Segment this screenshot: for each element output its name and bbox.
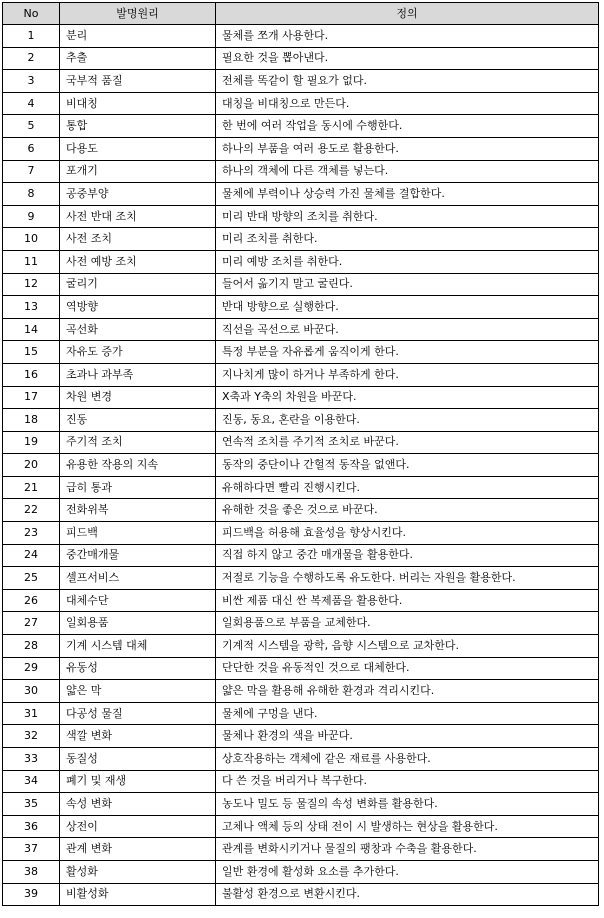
table-row — [3, 160, 599, 183]
principle-definition: 물체에 구멍을 낸다. — [216, 702, 599, 725]
principle-definition: 미리 예방 조치를 취한다. — [216, 250, 599, 273]
header-definition: 정의 — [216, 3, 599, 25]
principle-name: 급히 통과 — [60, 476, 216, 499]
principle-name: 얇은 막 — [60, 680, 216, 703]
row-number: 20 — [3, 454, 60, 477]
table-row — [3, 92, 599, 115]
principle-definition: 연속적 조치를 주기적 조치로 바꾼다. — [216, 431, 599, 454]
table-row — [3, 748, 599, 771]
principle-name: 역방향 — [60, 296, 216, 319]
table-row — [3, 589, 599, 612]
principle-definition: 직선을 곡선으로 바꾼다. — [216, 318, 599, 341]
principle-definition: 상호작용하는 객체에 같은 재료를 사용한다. — [216, 748, 599, 771]
row-number: 23 — [3, 522, 60, 545]
table-row — [3, 431, 599, 454]
table-row — [3, 725, 599, 748]
principle-name: 비활성화 — [60, 883, 216, 906]
principle-definition: 진동, 동요, 혼란을 이용한다. — [216, 409, 599, 432]
principle-name: 주기적 조치 — [60, 431, 216, 454]
principle-definition: 대칭을 비대칭으로 만든다. — [216, 92, 599, 115]
principle-name: 전화위복 — [60, 499, 216, 522]
table-row — [3, 341, 599, 364]
table-row — [3, 115, 599, 138]
row-number: 26 — [3, 589, 60, 612]
principle-definition: 저절로 기능을 수행하도록 유도한다. 버리는 자원을 활용한다. — [216, 567, 599, 590]
table-row — [3, 499, 599, 522]
principle-name: 다용도 — [60, 137, 216, 160]
principle-name: 초과나 과부족 — [60, 363, 216, 386]
principle-definition: 반대 방향으로 실행한다. — [216, 296, 599, 319]
table-row — [3, 567, 599, 590]
principle-name: 유용한 작용의 지속 — [60, 454, 216, 477]
table-row — [3, 70, 599, 93]
row-number: 18 — [3, 409, 60, 432]
row-number: 29 — [3, 657, 60, 680]
principle-definition: 관계를 변화시키거나 물질의 팽창과 수축을 활용한다. — [216, 838, 599, 861]
table-row — [3, 883, 599, 906]
principle-name: 상전이 — [60, 815, 216, 838]
table-row — [3, 296, 599, 319]
table-row — [3, 522, 599, 545]
principle-definition: 미리 반대 방향의 조치를 취한다. — [216, 205, 599, 228]
row-number: 32 — [3, 725, 60, 748]
row-number: 38 — [3, 860, 60, 883]
principle-definition: 단단한 것을 유동적인 것으로 대체한다. — [216, 657, 599, 680]
row-number: 28 — [3, 635, 60, 658]
principle-definition: 동작의 중단이나 간헐적 동작을 없앤다. — [216, 454, 599, 477]
row-number: 12 — [3, 273, 60, 296]
principle-name: 다공성 물질 — [60, 702, 216, 725]
principle-name: 색깔 변화 — [60, 725, 216, 748]
principle-definition: 하나의 객체에 다른 객체를 넣는다. — [216, 160, 599, 183]
principle-definition: 하나의 부품을 여러 용도로 활용한다. — [216, 137, 599, 160]
principle-name: 분리 — [60, 25, 216, 48]
table-row — [3, 770, 599, 793]
table-row — [3, 702, 599, 725]
row-number: 6 — [3, 137, 60, 160]
principle-name: 피드백 — [60, 522, 216, 545]
principle-definition: 유해한 것을 좋은 것으로 바꾼다. — [216, 499, 599, 522]
header-no: No — [3, 3, 60, 25]
principle-definition: 얇은 막을 활용해 유해한 환경과 격리시킨다. — [216, 680, 599, 703]
principle-definition: 지나치게 많이 하거나 부족하게 한다. — [216, 363, 599, 386]
principle-name: 기계 시스템 대체 — [60, 635, 216, 658]
table-row — [3, 815, 599, 838]
row-number: 21 — [3, 476, 60, 499]
table-row — [3, 838, 599, 861]
principle-definition: 비싼 제품 대신 싼 복제품을 활용한다. — [216, 589, 599, 612]
principle-definition: 물체에 부력이나 상승력 가진 물체를 결합한다. — [216, 183, 599, 206]
table-row — [3, 793, 599, 816]
principle-name: 사전 조치 — [60, 228, 216, 251]
row-number: 13 — [3, 296, 60, 319]
principle-name: 자유도 증가 — [60, 341, 216, 364]
table-row — [3, 183, 599, 206]
triz-principles-table — [2, 2, 599, 906]
principle-name: 차원 변경 — [60, 386, 216, 409]
principle-name: 국부적 품질 — [60, 70, 216, 93]
principle-name: 폐기 및 재생 — [60, 770, 216, 793]
header-principle: 발명원리 — [60, 3, 216, 25]
row-number: 31 — [3, 702, 60, 725]
table-row — [3, 409, 599, 432]
table-row — [3, 612, 599, 635]
table-row — [3, 635, 599, 658]
row-number: 10 — [3, 228, 60, 251]
row-number: 2 — [3, 47, 60, 70]
table-row — [3, 657, 599, 680]
row-number: 37 — [3, 838, 60, 861]
row-number: 15 — [3, 341, 60, 364]
principle-definition: 일회용품으로 부품을 교체한다. — [216, 612, 599, 635]
table-body — [3, 25, 599, 906]
row-number: 19 — [3, 431, 60, 454]
table-row — [3, 273, 599, 296]
principle-definition: 기계적 시스템을 광학, 음향 시스템으로 교차한다. — [216, 635, 599, 658]
principle-definition: 한 번에 여러 작업을 동시에 수행한다. — [216, 115, 599, 138]
principle-name: 사전 예방 조치 — [60, 250, 216, 273]
row-number: 8 — [3, 183, 60, 206]
principle-name: 비대칭 — [60, 92, 216, 115]
table-row — [3, 228, 599, 251]
principle-definition: 피드백을 허용해 효율성을 향상시킨다. — [216, 522, 599, 545]
table-row — [3, 860, 599, 883]
table-row — [3, 47, 599, 70]
principle-name: 셀프서비스 — [60, 567, 216, 590]
principle-name: 속성 변화 — [60, 793, 216, 816]
table-row — [3, 250, 599, 273]
table-row — [3, 205, 599, 228]
principle-name: 통합 — [60, 115, 216, 138]
row-number: 5 — [3, 115, 60, 138]
table-row — [3, 363, 599, 386]
principle-name: 동질성 — [60, 748, 216, 771]
row-number: 4 — [3, 92, 60, 115]
principle-definition: 직접 하지 않고 중간 매개물을 활용한다. — [216, 544, 599, 567]
principle-definition: 불활성 환경으로 변환시킨다. — [216, 883, 599, 906]
row-number: 39 — [3, 883, 60, 906]
table-row — [3, 680, 599, 703]
row-number: 16 — [3, 363, 60, 386]
principle-definition: 특정 부분을 자유롭게 움직이게 한다. — [216, 341, 599, 364]
principle-definition: 물체를 쪼개 사용한다. — [216, 25, 599, 48]
principle-definition: 고체나 액체 등의 상태 전이 시 발생하는 현상을 활용한다. — [216, 815, 599, 838]
row-number: 34 — [3, 770, 60, 793]
table-row — [3, 544, 599, 567]
table-row — [3, 25, 599, 48]
principle-definition: 필요한 것을 뽑아낸다. — [216, 47, 599, 70]
principle-name: 사전 반대 조치 — [60, 205, 216, 228]
principle-definition: 미리 조치를 취한다. — [216, 228, 599, 251]
row-number: 36 — [3, 815, 60, 838]
principle-definition: X축과 Y축의 차원을 바꾼다. — [216, 386, 599, 409]
table-row — [3, 137, 599, 160]
row-number: 17 — [3, 386, 60, 409]
principle-definition: 물체나 환경의 색을 바꾼다. — [216, 725, 599, 748]
row-number: 25 — [3, 567, 60, 590]
principle-name: 포개기 — [60, 160, 216, 183]
principle-definition: 다 쓴 것을 버리거나 복구한다. — [216, 770, 599, 793]
principle-name: 관계 변화 — [60, 838, 216, 861]
row-number: 24 — [3, 544, 60, 567]
principle-name: 곡선화 — [60, 318, 216, 341]
row-number: 35 — [3, 793, 60, 816]
principle-name: 일회용품 — [60, 612, 216, 635]
principle-definition: 유해하다면 빨리 진행시킨다. — [216, 476, 599, 499]
row-number: 14 — [3, 318, 60, 341]
table-row — [3, 454, 599, 477]
principle-definition: 전체를 똑같이 할 필요가 없다. — [216, 70, 599, 93]
table-row — [3, 318, 599, 341]
row-number: 22 — [3, 499, 60, 522]
principle-definition: 농도나 밀도 등 물질의 속성 변화를 활용한다. — [216, 793, 599, 816]
principle-name: 활성화 — [60, 860, 216, 883]
principle-definition: 들어서 옮기지 말고 굴린다. — [216, 273, 599, 296]
principle-name: 굴리기 — [60, 273, 216, 296]
row-number: 9 — [3, 205, 60, 228]
table-row — [3, 386, 599, 409]
principle-name: 진동 — [60, 409, 216, 432]
row-number: 11 — [3, 250, 60, 273]
principle-name: 대체수단 — [60, 589, 216, 612]
principle-name: 중간매개물 — [60, 544, 216, 567]
row-number: 33 — [3, 748, 60, 771]
row-number: 1 — [3, 25, 60, 48]
row-number: 7 — [3, 160, 60, 183]
principle-name: 공중부양 — [60, 183, 216, 206]
row-number: 30 — [3, 680, 60, 703]
principle-name: 유동성 — [60, 657, 216, 680]
header-row — [3, 3, 599, 25]
row-number: 27 — [3, 612, 60, 635]
principle-name: 추출 — [60, 47, 216, 70]
row-number: 3 — [3, 70, 60, 93]
principle-definition: 일반 환경에 활성화 요소를 추가한다. — [216, 860, 599, 883]
table-row — [3, 476, 599, 499]
